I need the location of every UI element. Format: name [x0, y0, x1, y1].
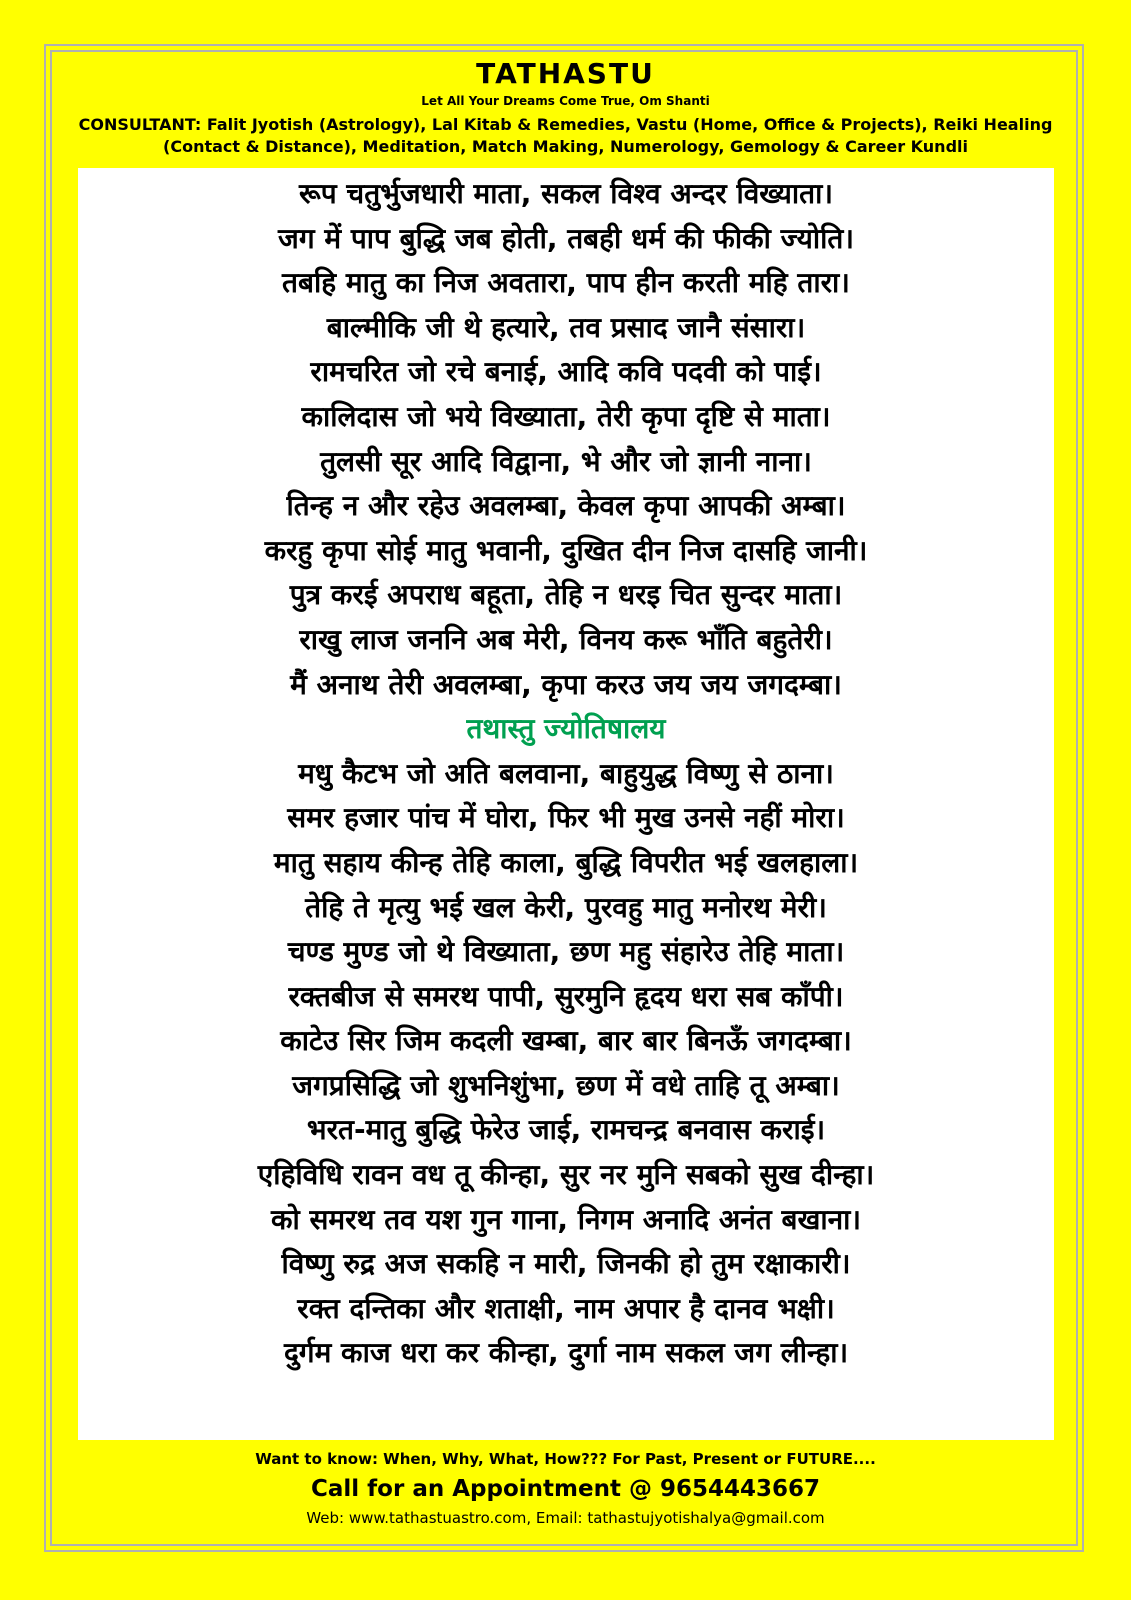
verse-line: चण्ड मुण्ड जो थे विख्याता, छण महु संहारेउ तेहि माता।	[287, 935, 845, 969]
brand-tagline: Let All Your Dreams Come True, Om Shanti	[421, 94, 710, 108]
verse-line: रूप चतुर्भुजधारी माता, सकल विश्व अन्दर विख्याता।	[299, 177, 833, 210]
verse-line: दुर्गम काज धरा कर कीन्हा, दुर्गा नाम सकल जग लीन्हा।	[283, 1336, 849, 1370]
footer-question: Want to know: When, Why, What, How??? For Past, Present or FUTURE....	[255, 1450, 876, 1468]
verse-group-1	[78, 172, 1054, 707]
verse-line: जग में पाप बुद्धि जब होती, तबही धर्म की फीकी ज्योति।	[278, 221, 854, 255]
verse-line: मधु कैटभ जो अति बलवाना, बाहुयुद्ध विष्णु से ठाना।	[298, 756, 834, 790]
verse-line: करहु कृपा सोई मातु भवानी, दुखित दीन निज दासहि जानी।	[264, 533, 868, 567]
verse-line: काटेउ सिर जिम कदली खम्बा, बार बार बिनऊँ जगदम्बा।	[280, 1024, 852, 1058]
verse-line: समर हजार पांच में घोरा, फिर भी मुख उनसे नहीं मोरा।	[287, 801, 845, 835]
verse-line: तिन्ह न और रहेउ अवलम्बा, केवल कृपा आपकी अम्बा।	[286, 489, 846, 523]
verse-line: राखु लाज जननि अब मेरी, विनय करू भाँति बहुतेरी।	[299, 622, 833, 656]
verse-line: मातु सहाय कीन्ह तेहि काला, बुद्धि विपरीत भई खलहाला।	[273, 845, 859, 879]
verse-line: कालिदास जो भये विख्याता, तेरी कृपा दृष्टि से माता।	[301, 399, 831, 433]
contact-web-email: Web: www.tathastuastro.com, Email: tathastujyotishalya@gmail.com	[306, 1509, 825, 1527]
verse-line: रक्त दन्तिका और शताक्षी, नाम अपार है दानव भक्षी।	[297, 1291, 835, 1325]
verse-line: एहिविधि रावन वध तू कीन्हा, सुर नर मुनि सबको सुख दीन्हा।	[257, 1158, 875, 1192]
verse-line: भरत-मातु बुद्धि फेरेउ जाई, रामचन्द्र बनवास कराई।	[306, 1113, 826, 1147]
verse-line: मैं अनाथ तेरी अवलम्बा, कृपा करउ जय जय जगदम्बा।	[290, 667, 842, 701]
section-title: तथास्तु ज्योतिषालय	[466, 712, 666, 746]
verse-line: बाल्मीकि जी थे हत्यारे, तव प्रसाद जानै संसारा।	[326, 310, 806, 344]
verse-line: तबहि मातु का निज अवतारा, पाप हीन करती महि तारा।	[282, 266, 850, 300]
verse-group-2	[78, 752, 1054, 1376]
verse-line: को समरथ तव यश गुन गाना, निगम अनादि अनंत बखाना।	[270, 1202, 862, 1236]
brand-title: TATHASTU	[476, 57, 655, 90]
verse-line: तेहि ते मृत्यु भई खल केरी, पुरवहु मातु मनोरथ मेरी।	[305, 890, 827, 924]
verse-line: तुलसी सूर आदि विद्वाना, भे और जो ज्ञानी नाना।	[320, 444, 812, 478]
verse-line: पुत्र करई अपराध बहूता, तेहि न धरइ चित सुन्दर माता।	[289, 578, 843, 612]
consultant-services: CONSULTANT: Falit Jyotish (Astrology), Lal Kitab & Remedies, Vastu (Home, Office & Projects), Reiki Healing (Contact & Distance), Meditation, Match Making, Numerology, Gemology & Career Kundli	[78, 115, 1053, 156]
verse-line: रामचरित जो रचे बनाई, आदि कवि पदवी को पाई।	[310, 355, 822, 389]
verse-panel	[78, 168, 1054, 1440]
footer	[60, 1446, 1071, 1530]
header	[60, 56, 1071, 158]
appointment-phone: Call for an Appointment @ 9654443667	[311, 1476, 820, 1502]
verse-line: जगप्रसिद्धि जो शुभनिशुंभा, छण में वधे ताहि तू अम्बा।	[292, 1068, 840, 1102]
verse-line: रक्तबीज से समरथ पापी, सुरमुनि हृदय धरा सब काँपी।	[288, 979, 844, 1013]
verse-line: विष्णु रुद्र अज सकहि न मारी, जिनकी हो तुम रक्षाकारी।	[281, 1247, 851, 1281]
